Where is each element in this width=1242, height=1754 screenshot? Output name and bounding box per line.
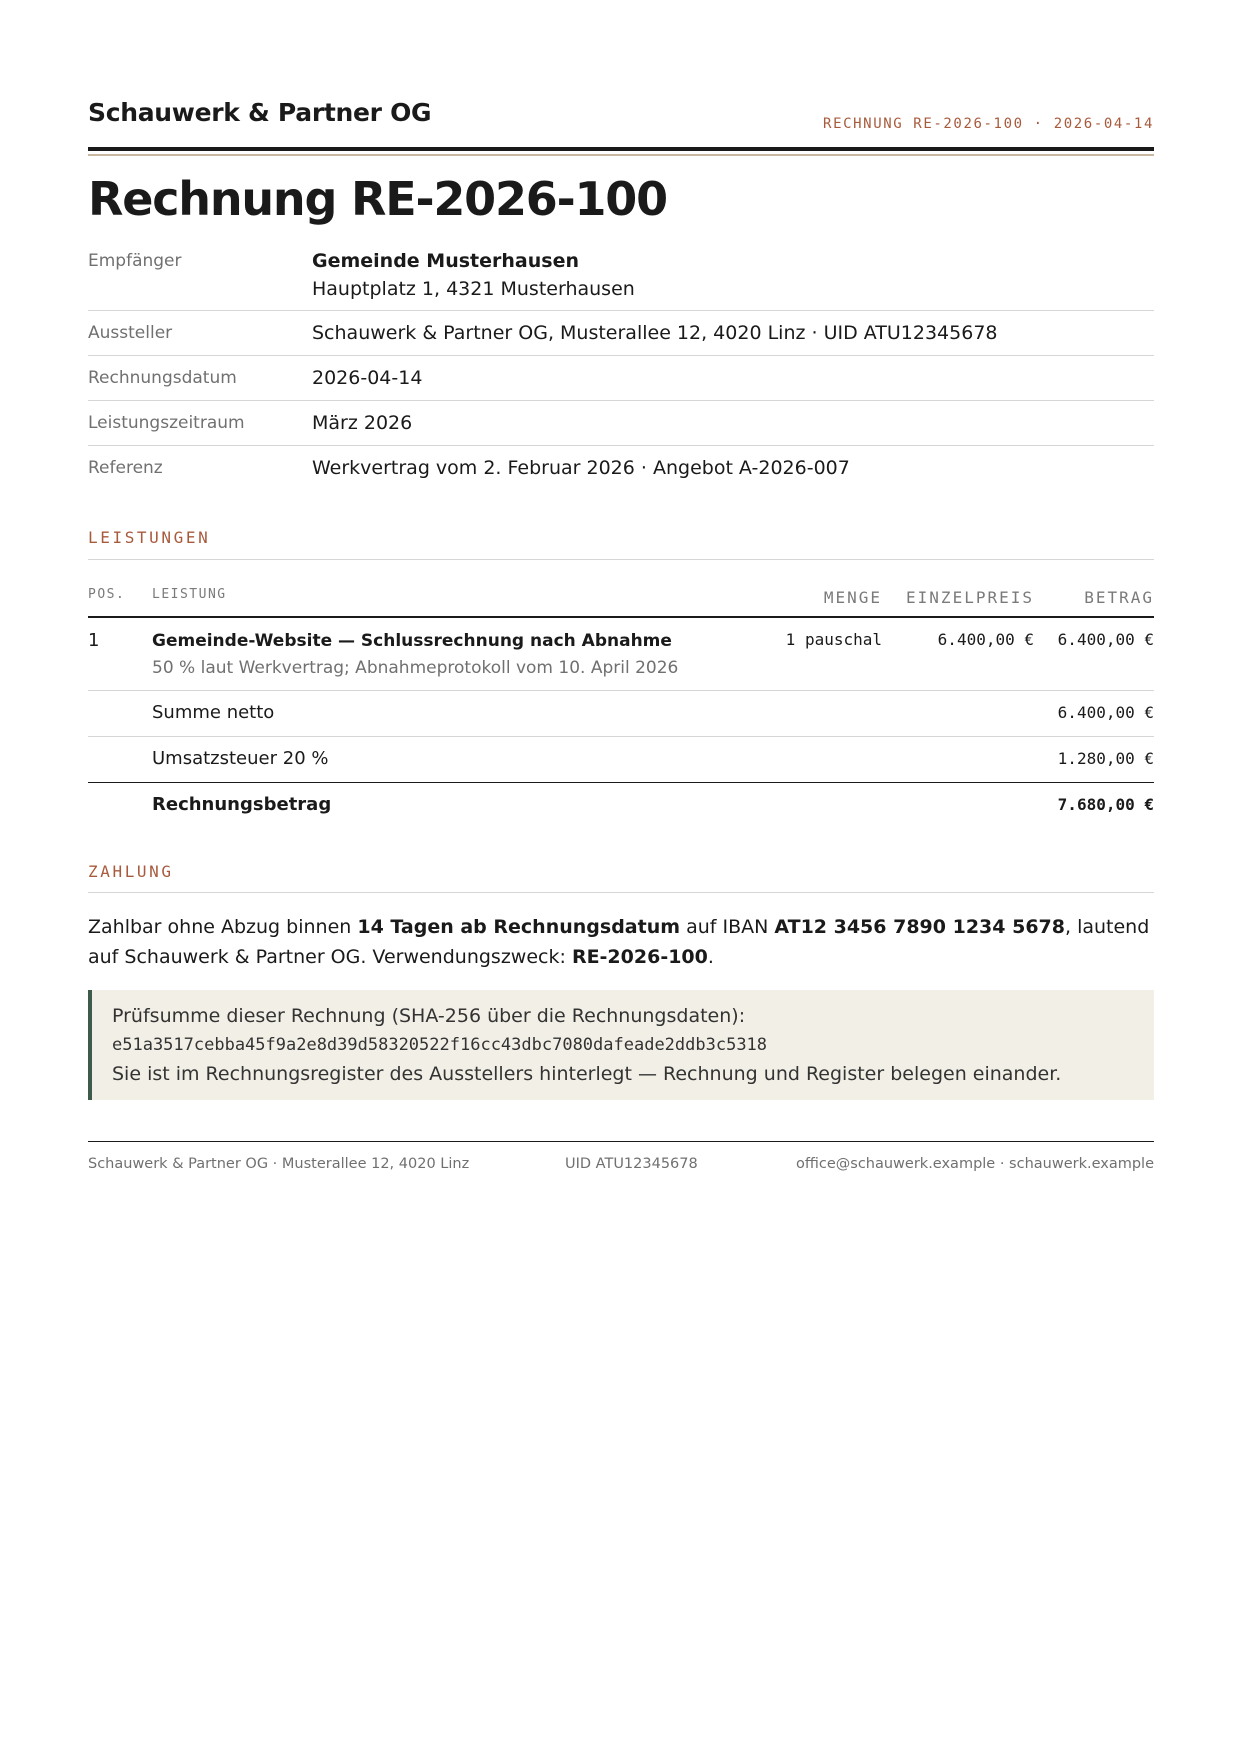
- header-rule-accent: [88, 154, 1154, 156]
- payment-text: Zahlbar ohne Abzug binnen: [88, 916, 358, 938]
- vat-label: Umsatzsteuer 20 %: [152, 748, 329, 769]
- footer-uid: UID ATU12345678: [565, 1156, 698, 1172]
- footer-contact: office@schauwerk.example · schauwerk.example: [795, 1156, 1154, 1172]
- vat-row: [88, 737, 1154, 783]
- table-header: [88, 580, 1154, 618]
- footer-address: Schauwerk & Partner OG · Musterallee 12, 4020 Linz: [88, 1156, 470, 1172]
- item-amount: 6.400,00 €: [1057, 630, 1154, 649]
- meta-row-reference: [88, 446, 1154, 490]
- vat-amount: 1.280,00 €: [1057, 749, 1154, 768]
- total-amount: 7.680,00 €: [1057, 795, 1154, 814]
- column-header-pos: POS.: [88, 587, 126, 602]
- checksum-intro: Prüfsumme dieser Rechnung (SHA-256 über die Rechnungsdaten):: [112, 1005, 746, 1027]
- invoice-date: 2026-04-14: [312, 367, 423, 389]
- invoice-page: [88, 0, 1154, 1172]
- column-header-service: LEISTUNG: [152, 587, 227, 602]
- meta-label: Referenz: [88, 458, 163, 478]
- meta-row-issuer: [88, 311, 1154, 356]
- column-header-amount: BETRAG: [1084, 588, 1154, 607]
- table-row: [88, 618, 1154, 691]
- payment-deadline: 14 Tagen ab Rechnungsdatum: [357, 916, 681, 938]
- service-period: März 2026: [312, 412, 413, 434]
- payment-purpose: RE-2026-100: [571, 946, 708, 968]
- payment-text: auf IBAN: [680, 916, 775, 938]
- header-reference: RECHNUNG RE-2026-100 · 2026-04-14: [823, 116, 1154, 132]
- item-unit-price: 6.400,00 €: [937, 630, 1034, 649]
- column-header-qty: MENGE: [823, 588, 882, 607]
- iban: AT12 3456 7890 1234 5678: [774, 916, 1065, 938]
- services-heading: LEISTUNGEN: [88, 528, 1154, 560]
- meta-label: Empfänger: [88, 251, 182, 271]
- meta-label: Rechnungsdatum: [88, 368, 237, 388]
- meta-label: Aussteller: [88, 323, 173, 343]
- meta-value: [312, 247, 1154, 310]
- meta-row-recipient: [88, 244, 1154, 311]
- meta-row-period: [88, 401, 1154, 446]
- recipient-address: Hauptplatz 1, 4321 Musterhausen: [312, 278, 635, 300]
- net-sum-amount: 6.400,00 €: [1057, 703, 1154, 722]
- payment-text: .: [707, 946, 714, 968]
- meta-label: Leistungszeitraum: [88, 413, 245, 433]
- document-footer: [88, 1141, 1154, 1182]
- net-sum-label: Summe netto: [152, 702, 275, 723]
- column-header-unit-price: EINZELPREIS: [906, 588, 1034, 607]
- payment-terms: [88, 912, 1154, 972]
- item-title: Gemeinde-Website — Schlussrechnung nach Abnahme: [152, 631, 672, 651]
- payment-text: , lautend auf Schauwerk & Partner OG. Verwendungszweck:: [88, 916, 1150, 968]
- payment-heading: ZAHLUNG: [88, 862, 1154, 893]
- checksum-box: [88, 990, 1154, 1100]
- item-quantity: 1 pauschal: [785, 630, 882, 649]
- header-rule: [88, 147, 1154, 151]
- checksum-hash: e51a3517cebba45f9a2e8d39d58320522f16cc43dbc7080dafeade2ddb3c5318: [112, 1035, 768, 1055]
- reference-value: Werkvertrag vom 2. Februar 2026 · Angebot A-2026-007: [312, 457, 850, 479]
- total-row: [88, 783, 1154, 828]
- item-position: 1: [88, 630, 100, 651]
- services-table: [88, 580, 1154, 828]
- document-header: [88, 0, 1154, 132]
- invoice-title: Rechnung RE-2026-100: [88, 172, 667, 226]
- total-label: Rechnungsbetrag: [152, 794, 332, 815]
- item-note: 50 % laut Werkvertrag; Abnahmeprotokoll vom 10. April 2026: [152, 658, 679, 678]
- company-name: Schauwerk & Partner OG: [88, 98, 432, 127]
- meta-row-date: [88, 356, 1154, 401]
- recipient-name: Gemeinde Musterhausen: [312, 250, 579, 272]
- issuer-value: Schauwerk & Partner OG, Musterallee 12, 4020 Linz · UID ATU12345678: [312, 322, 998, 344]
- checksum-note: Sie ist im Rechnungsregister des Ausstellers hinterlegt — Rechnung und Register belegen einander.: [112, 1063, 1062, 1085]
- invoice-meta-table: [88, 244, 1154, 490]
- net-sum-row: [88, 691, 1154, 737]
